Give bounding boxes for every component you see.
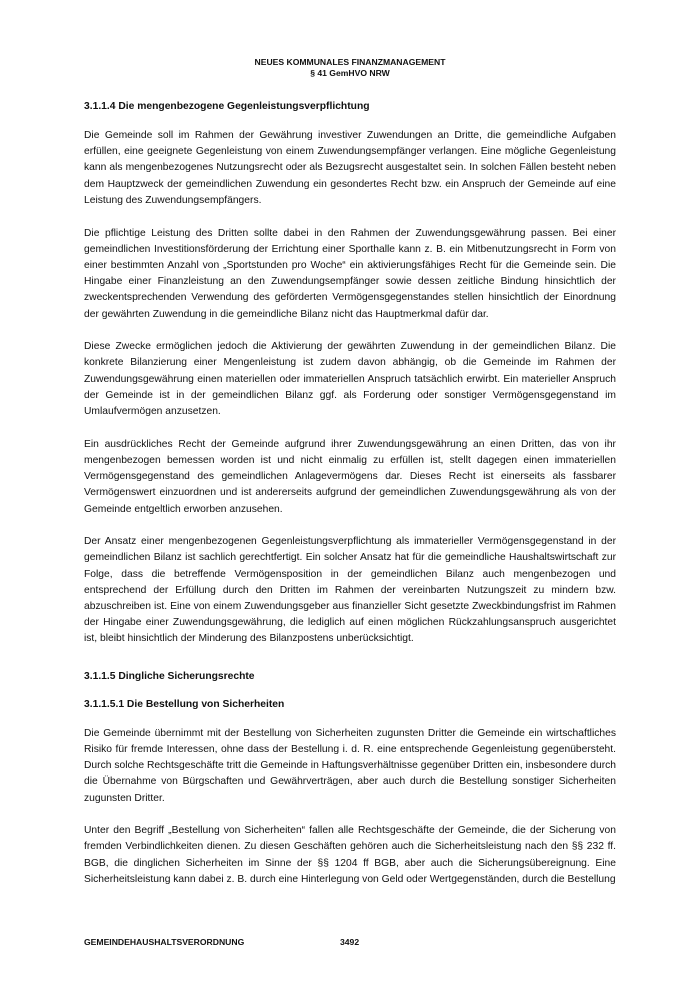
page-number: 3492	[340, 937, 360, 947]
page-footer	[84, 937, 616, 948]
paragraph: Die Gemeinde übernimmt mit der Bestellung von Sicherheiten zugunsten Dritter die Gemeinde ein wirtschaftliches Risiko für fremde Interessen, ohne dass der Bestellung i. d. R. eine entsprechende Gegenleistung gegenübersteht. Durch solche Rechtsgeschäfte tritt die Gemeinde in Haftungsverhältnisse gegenüber Dritten ein, insbesondere durch die Übernahme von Bürgschaften und Gewährverträgen, aber auch durch die Bestellung sonstiger Sicherheiten zugunsten Dritter.	[84, 727, 616, 804]
paragraph: Der Ansatz einer mengenbezogenen Gegenleistungsverpflichtung als immaterieller Vermögensgegenstand in der gemeindlichen Bilanz ist sachlich gerechtfertigt. Ein solcher Ansatz hat für die gemeindliche Haushaltswirtschaft zur Folge, dass die betreffende Vermögensposition in der gemeindlichen Bilanz auch mengenbezogen und entsprechend der Erfüllung durch den Dritten im Rahmen der vereinbarten Nutzungszeit zu mindern bzw. abzuschreiben ist. Eine von einem Zuwendungsgeber aus finanzieller Sicht gesetzte Zweckbindungsfrist im Rahmen der Hingabe einer Zuwendungsgewährung, die lediglich auf einen möglichen Rückzahlungsanspruch ausgerichtet ist, bleibt hinsichtlich der Minderung des Bilanzpostens unberücksichtigt.	[84, 536, 616, 645]
paragraph: Unter den Begriff „Bestellung von Sicherheiten“ fallen alle Rechtsgeschäfte der Gemeinde, die der Sicherung von fremden Verbindlichkeiten dienen. Zu diesen Geschäften gehören auch die Sicherheitsleistung nach den §§ 232 ff. BGB, die dinglichen Sicherheiten im Sinne der §§ 1204 ff BGB, aber auch die Sicherungsübereignung. Eine Sicherheitsleistung kann dabei z. B. durch eine Hinterlegung von Geld oder Wertgegenständen, durch die Bestellung	[84, 825, 616, 885]
paragraph: Ein ausdrückliches Recht der Gemeinde aufgrund ihrer Zuwendungsgewährung an einen Dritten, das von ihr mengenbezogen bemessen worden ist und nicht einmalig zu erfüllen ist, stellt dagegen einen immateriellen Vermögensgegenstand des gemeindlichen Anlagevermögens dar. Dieses Recht ist einerseits als fassbarer Vermögenswert einzuordnen und ist andererseits aufgrund der gemeindlichen Zuwendungsgewährung als von der Gemeinde entgeltlich erworben anzusehen.	[84, 438, 616, 515]
paragraph: Die pflichtige Leistung des Dritten sollte dabei in den Rahmen der Zuwendungsgewährung passen. Bei einer gemeindlichen Investitionsförderung der Errichtung einer Sporthalle kann z. B. ein Mitbenutzungsrecht in Form von einer bestimmten Anzahl von „Sportstunden pro Woche“ ein aktivierungsfähiges Recht für die Gemeinde sein. Die Hingabe einer Finanzleistung an den Zuwendungsempfänger sowie dessen zeitliche Bindung hinsichtlich der zweckentsprechenden Verwendung des geförderten Vermögensgegenstandes stellen hinsichtlich der Einordnung der gewährten Zuwendung in die gemeindliche Bilanz nicht das Hauptmerkmal dafür dar.	[84, 227, 616, 320]
document-body	[84, 100, 616, 905]
section-3115-heading: 3.1.1.5 Dingliche Sicherungsrechte	[84, 670, 255, 682]
footer-title: GEMEINDEHAUSHALTSVERORDNUNG	[84, 937, 245, 947]
header-subtitle: § 41 GemHVO NRW	[310, 68, 390, 78]
section-31151-heading: 3.1.1.5.1 Die Bestellung von Sicherheiten	[84, 698, 285, 710]
paragraph: Die Gemeinde soll im Rahmen der Gewährung investiver Zuwendungen an Dritte, die gemeindliche Aufgaben erfüllen, eine geeignete Gegenleistung von einem Zuwendungsempfänger verlangen. Eine mögliche Gegenleistung kann als mengenbezogenes Nutzungsrecht oder als Bezugsrecht ausgestaltet sein. In solchen Fällen besteht neben dem Hauptzweck der gemeindlichen Zuwendung ein gesondertes Recht bzw. ein Anspruch der Gemeinde auf eine Leistung des Zuwendungsempfängers.	[84, 130, 616, 206]
page-header	[0, 57, 700, 79]
paragraph: Diese Zwecke ermöglichen jedoch die Aktivierung der gewährten Zuwendung in der gemeindlichen Bilanz. Die konkrete Bilanzierung einer Mengenleistung ist zudem davon abhängig, ob die Gemeinde im Rahmen der Zuwendungsgewährung einen materiellen oder immateriellen Anspruch tatsächlich erwirbt. Ein materieller Anspruch der Gemeinde ist in der gemeindlichen Bilanz ggf. als Forderung oder sonstiger Vermögensgegenstand im Umlaufvermögen anzusetzen.	[84, 341, 616, 418]
header-title: NEUES KOMMUNALES FINANZMANAGEMENT	[254, 57, 446, 67]
section-3114-heading: 3.1.1.4 Die mengenbezogene Gegenleistungsverpflichtung	[84, 101, 370, 112]
